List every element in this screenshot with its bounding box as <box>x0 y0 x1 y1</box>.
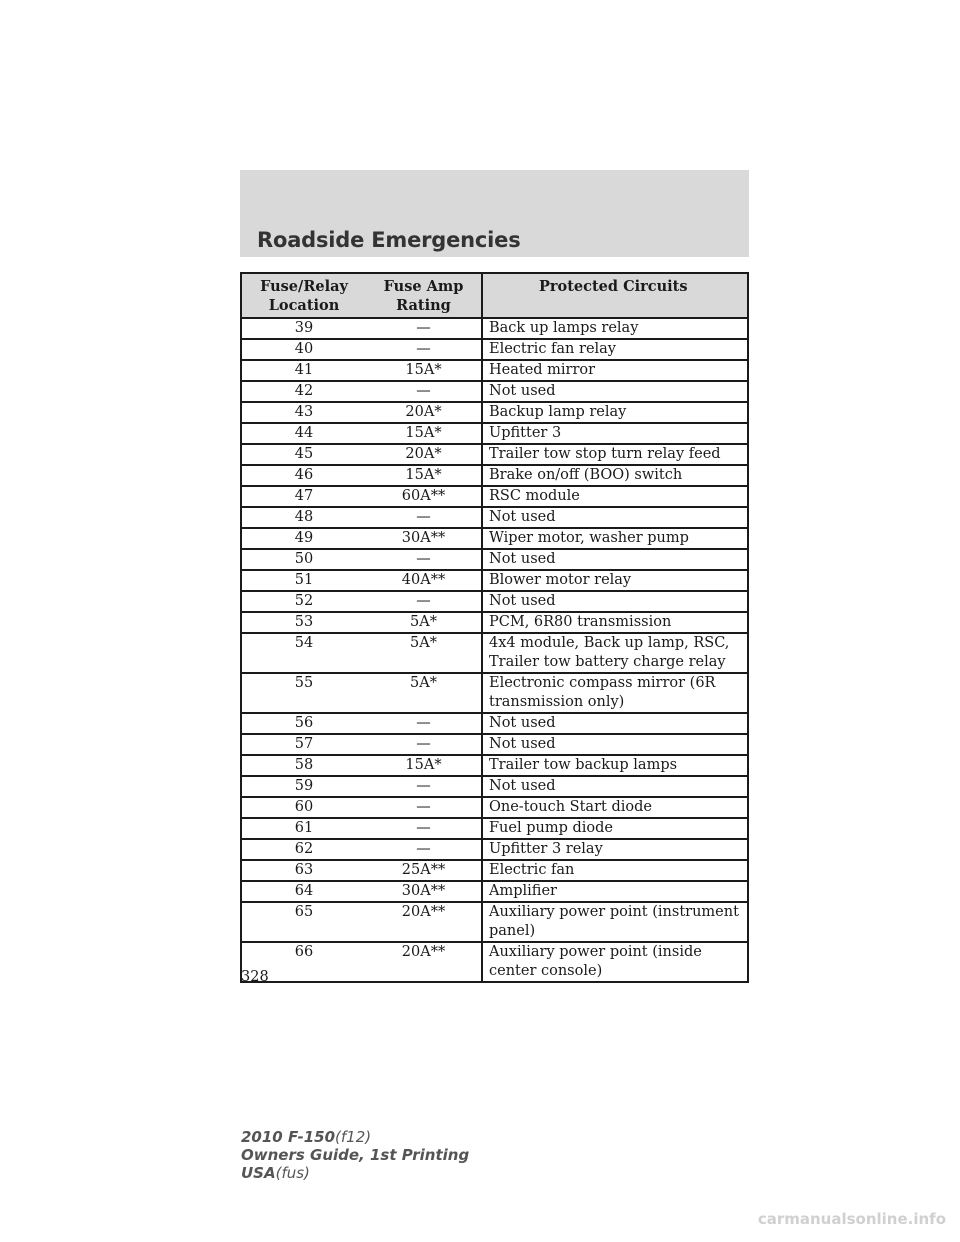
cell-protected-circuit: Not used <box>482 734 748 755</box>
table-row <box>241 318 748 339</box>
cell-amp-rating: 40A** <box>366 570 482 591</box>
cell-location: 57 <box>241 734 366 755</box>
cell-amp-rating: — <box>366 776 482 797</box>
table-row <box>241 591 748 612</box>
cell-protected-circuit: Not used <box>482 713 748 734</box>
cell-location: 39 <box>241 318 366 339</box>
section-header-bar <box>240 170 749 257</box>
table-row <box>241 673 748 713</box>
cell-amp-rating: — <box>366 339 482 360</box>
cell-amp-rating: — <box>366 839 482 860</box>
cell-protected-circuit: Electric fan <box>482 860 748 881</box>
cell-location: 58 <box>241 755 366 776</box>
cell-amp-rating: 30A** <box>366 881 482 902</box>
table-row <box>241 818 748 839</box>
cell-location: 65 <box>241 902 366 942</box>
cell-amp-rating: — <box>366 507 482 528</box>
cell-amp-rating: 30A** <box>366 528 482 549</box>
cell-amp-rating: — <box>366 818 482 839</box>
table-row <box>241 339 748 360</box>
table-row <box>241 423 748 444</box>
cell-protected-circuit: Trailer tow stop turn relay feed <box>482 444 748 465</box>
cell-location: 45 <box>241 444 366 465</box>
table-row <box>241 633 748 673</box>
cell-location: 43 <box>241 402 366 423</box>
table-row <box>241 549 748 570</box>
cell-amp-rating: 20A* <box>366 444 482 465</box>
cell-amp-rating: 5A* <box>366 673 482 713</box>
table-row <box>241 612 748 633</box>
table-row <box>241 839 748 860</box>
cell-protected-circuit: Backup lamp relay <box>482 402 748 423</box>
cell-protected-circuit: Not used <box>482 591 748 612</box>
cell-location: 59 <box>241 776 366 797</box>
cell-amp-rating: — <box>366 734 482 755</box>
cell-location: 52 <box>241 591 366 612</box>
cell-amp-rating: 15A* <box>366 465 482 486</box>
cell-protected-circuit: PCM, 6R80 transmission <box>482 612 748 633</box>
cell-amp-rating: 20A** <box>366 942 482 982</box>
cell-amp-rating: — <box>366 713 482 734</box>
cell-protected-circuit: Brake on/off (BOO) switch <box>482 465 748 486</box>
cell-protected-circuit: Electric fan relay <box>482 339 748 360</box>
cell-location: 60 <box>241 797 366 818</box>
footer-market: USA <box>241 1164 276 1182</box>
cell-amp-rating: 25A** <box>366 860 482 881</box>
cell-location: 63 <box>241 860 366 881</box>
section-title: Roadside Emergencies <box>257 228 521 252</box>
cell-location: 50 <box>241 549 366 570</box>
table-row <box>241 860 748 881</box>
cell-location: 53 <box>241 612 366 633</box>
page-number: 328 <box>241 969 269 985</box>
cell-protected-circuit: Not used <box>482 776 748 797</box>
table-row <box>241 797 748 818</box>
cell-amp-rating: 15A* <box>366 755 482 776</box>
header-location: Fuse/Relay Location <box>241 273 366 318</box>
cell-protected-circuit: One-touch Start diode <box>482 797 748 818</box>
table-row <box>241 902 748 942</box>
table-header-row <box>241 273 748 318</box>
fuse-table <box>240 272 749 983</box>
cell-amp-rating: 15A* <box>366 423 482 444</box>
cell-amp-rating: — <box>366 381 482 402</box>
table-row <box>241 444 748 465</box>
cell-protected-circuit: Auxiliary power point (inside center console) <box>482 942 748 982</box>
cell-protected-circuit: Upfitter 3 relay <box>482 839 748 860</box>
cell-protected-circuit: 4x4 module, Back up lamp, RSC, Trailer tow battery charge relay <box>482 633 748 673</box>
table-row <box>241 881 748 902</box>
watermark: carmanualsonline.info <box>757 1210 946 1228</box>
table-row <box>241 942 748 982</box>
cell-amp-rating: 20A* <box>366 402 482 423</box>
cell-protected-circuit: Not used <box>482 507 748 528</box>
table-row <box>241 528 748 549</box>
cell-protected-circuit: Blower motor relay <box>482 570 748 591</box>
cell-location: 49 <box>241 528 366 549</box>
table-row <box>241 570 748 591</box>
cell-amp-rating: 15A* <box>366 360 482 381</box>
cell-protected-circuit: Back up lamps relay <box>482 318 748 339</box>
header-amp-rating: Fuse Amp Rating <box>366 273 482 318</box>
cell-amp-rating: 5A* <box>366 633 482 673</box>
cell-protected-circuit: Trailer tow backup lamps <box>482 755 748 776</box>
cell-protected-circuit: Not used <box>482 381 748 402</box>
footer-market-code: (fus) <box>275 1164 310 1182</box>
table-row <box>241 755 748 776</box>
table-row <box>241 776 748 797</box>
cell-location: 62 <box>241 839 366 860</box>
cell-location: 47 <box>241 486 366 507</box>
cell-location: 40 <box>241 339 366 360</box>
cell-protected-circuit: Electronic compass mirror (6R transmission only) <box>482 673 748 713</box>
table-row <box>241 486 748 507</box>
table-row <box>241 507 748 528</box>
footer-line-3 <box>241 1164 469 1182</box>
table-row <box>241 360 748 381</box>
cell-location: 46 <box>241 465 366 486</box>
footer-line-1 <box>241 1128 469 1146</box>
cell-location: 55 <box>241 673 366 713</box>
cell-location: 66 <box>241 942 366 982</box>
table-row <box>241 713 748 734</box>
table-row <box>241 402 748 423</box>
footer-line-2 <box>241 1146 469 1164</box>
cell-location: 44 <box>241 423 366 444</box>
cell-protected-circuit: Heated mirror <box>482 360 748 381</box>
cell-protected-circuit: Wiper motor, washer pump <box>482 528 748 549</box>
header-protected-circuits: Protected Circuits <box>482 273 748 318</box>
cell-amp-rating: — <box>366 318 482 339</box>
cell-protected-circuit: Upfitter 3 <box>482 423 748 444</box>
cell-location: 54 <box>241 633 366 673</box>
cell-amp-rating: 5A* <box>366 612 482 633</box>
fuse-table-body <box>241 318 748 982</box>
cell-amp-rating: — <box>366 797 482 818</box>
footer-model: 2010 F-150 <box>241 1128 336 1146</box>
cell-protected-circuit: RSC module <box>482 486 748 507</box>
cell-protected-circuit: Not used <box>482 549 748 570</box>
cell-location: 42 <box>241 381 366 402</box>
table-row <box>241 465 748 486</box>
footer <box>241 1128 469 1182</box>
cell-location: 61 <box>241 818 366 839</box>
footer-model-code: (f12) <box>335 1128 372 1146</box>
cell-location: 51 <box>241 570 366 591</box>
cell-amp-rating: 20A** <box>366 902 482 942</box>
cell-amp-rating: — <box>366 591 482 612</box>
cell-protected-circuit: Fuel pump diode <box>482 818 748 839</box>
cell-location: 41 <box>241 360 366 381</box>
table-row <box>241 734 748 755</box>
footer-edition: Owners Guide, 1st Printing <box>241 1146 470 1164</box>
table-row <box>241 381 748 402</box>
cell-protected-circuit: Auxiliary power point (instrument panel) <box>482 902 748 942</box>
cell-location: 48 <box>241 507 366 528</box>
cell-location: 56 <box>241 713 366 734</box>
cell-protected-circuit: Amplifier <box>482 881 748 902</box>
cell-amp-rating: 60A** <box>366 486 482 507</box>
cell-location: 64 <box>241 881 366 902</box>
cell-amp-rating: — <box>366 549 482 570</box>
